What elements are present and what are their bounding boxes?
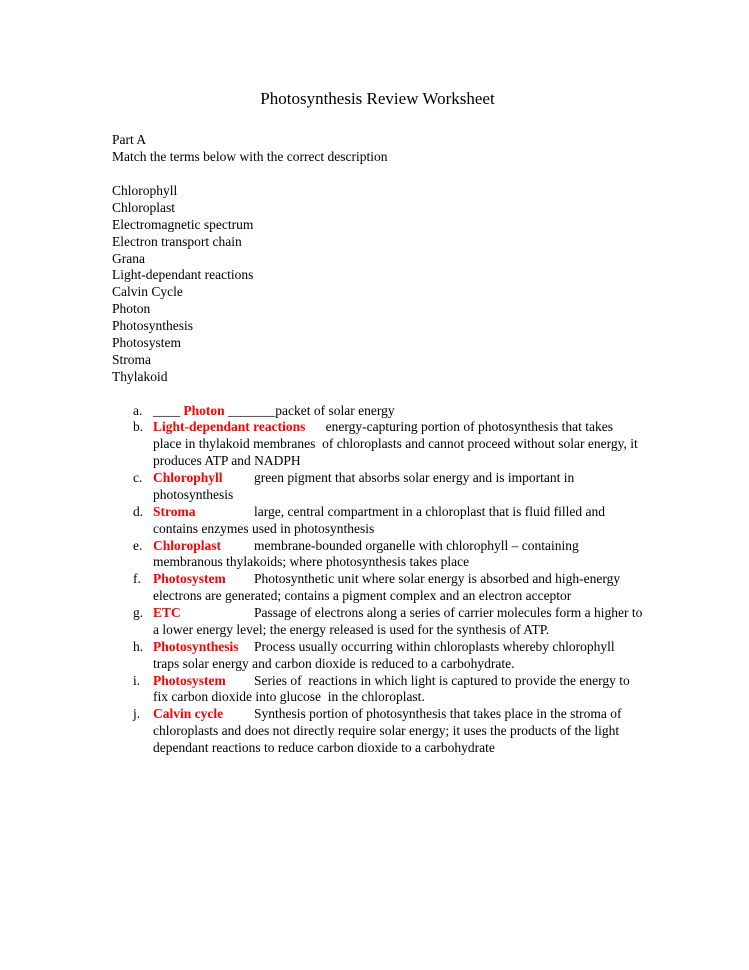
answer-term: Photosystem (153, 672, 226, 688)
answer-description: green pigment that absorbs solar energy and is important in photosynthesis (153, 470, 578, 502)
answer-blank-prefix: ____ (153, 402, 184, 418)
answer-letter: d. (133, 503, 144, 519)
answer-term: Photosynthesis (153, 638, 239, 654)
instructions: Match the terms below with the correct description (112, 149, 388, 165)
part-label: Part A (112, 132, 147, 148)
answer-letter: i. (133, 672, 141, 688)
answer-term: Stroma (153, 503, 196, 519)
answer-row (133, 504, 643, 538)
term-item: Chlorophyll (112, 183, 178, 198)
term-item: Stroma (112, 351, 151, 367)
answer-blank-suffix (305, 419, 325, 434)
answer-content (153, 605, 646, 639)
answer-letter: g. (133, 605, 144, 620)
term-item: Electron transport chain (112, 233, 242, 249)
answer-description: energy-capturing portion of photosynthesis that takes place in thylakoid membranes of chloroplasts and cannot proceed without solar energy, it produces ATP and NADPH (153, 419, 642, 469)
answer-letter: a. (133, 402, 143, 418)
answer-letter: j. (133, 706, 141, 722)
answer-term: Photosystem (153, 571, 226, 587)
answer-content (153, 403, 643, 420)
answer-description: Passage of electrons along a series of carrier molecules form a higher to a lower energy level; the energy released is used for the synthesis of ATP. (153, 605, 646, 637)
term-item: Chloroplast (112, 199, 175, 215)
answer-term-wrap (153, 639, 254, 656)
answer-term: Light-dependant reactions (153, 419, 306, 435)
term-item: Thylakoid (112, 368, 168, 384)
answer-term-wrap (153, 706, 254, 723)
answer-content (153, 538, 643, 572)
answer-term: Photon (183, 402, 225, 418)
answer-description: membrane-bounded organelle with chlorophyll – containing membranous thylakoids; where photosynthesis takes place (153, 537, 583, 570)
answer-term-wrap (153, 504, 254, 521)
answer-term: Chlorophyll (153, 470, 223, 485)
answer-term: ETC (153, 605, 181, 620)
term-item: Photosystem (112, 334, 182, 350)
answer-description: packet of solar energy (275, 402, 395, 418)
answer-row (133, 673, 643, 707)
terms-list (112, 183, 643, 386)
answer-row (133, 538, 643, 572)
answer-term-wrap (153, 571, 254, 588)
answer-term: Calvin cycle (153, 706, 224, 722)
answer-blank-suffix: _______ (224, 402, 276, 418)
answer-description: Process usually occurring within chloroplasts whereby chlorophyll traps solar energy and carbon dioxide is reduced to a carbohydrate. (153, 638, 619, 671)
answer-content (153, 673, 643, 707)
answer-letter: f. (133, 571, 141, 587)
answer-row (133, 470, 643, 504)
answer-letter: c. (133, 470, 143, 485)
answer-content (153, 504, 643, 538)
answer-term-wrap (153, 470, 254, 487)
answer-row (133, 419, 643, 470)
term-item: Grana (112, 250, 145, 266)
answer-term-wrap (153, 419, 326, 436)
term-item: Photosynthesis (112, 318, 194, 333)
answer-term-wrap (153, 673, 254, 690)
answer-term: Chloroplast (153, 537, 222, 553)
answer-content (153, 571, 643, 605)
answer-content (153, 470, 643, 504)
term-item: Photon (112, 301, 151, 317)
answer-content (153, 419, 643, 470)
answer-term-wrap (153, 605, 254, 622)
answers-list (133, 402, 646, 757)
answer-row (133, 403, 643, 420)
answer-description: Synthesis portion of photosynthesis that takes place in the stroma of chloroplasts and does not directly require solar energy; it uses the products of the light dependant reactions to reduce carbon dioxide to a carbohydrate (153, 706, 625, 755)
answer-letter: b. (133, 419, 144, 435)
term-item: Electromagnetic spectrum (112, 216, 254, 232)
answer-content (153, 639, 643, 673)
term-item: Calvin Cycle (112, 284, 183, 300)
answer-row (133, 639, 643, 673)
answer-row (133, 605, 646, 639)
worksheet-title: Photosynthesis Review Worksheet (260, 89, 495, 108)
term-item: Light-dependant reactions (112, 267, 254, 283)
answer-letter: e. (133, 537, 143, 553)
answer-description: large, central compartment in a chloroplast that is fluid filled and contains enzymes used in photosynthesis (153, 503, 609, 536)
answer-row (133, 571, 643, 605)
answer-description: Series of reactions in which light is captured to provide the energy to fix carbon dioxide into glucose in the chloroplast. (153, 672, 634, 705)
answer-letter: h. (133, 638, 144, 654)
answer-term-wrap (153, 403, 275, 420)
answer-content (153, 706, 643, 757)
answer-term-wrap (153, 538, 254, 555)
answer-description: Photosynthetic unit where solar energy is absorbed and high-energy electrons are generated; contains a pigment complex and an electron acceptor (153, 571, 624, 604)
answer-row (133, 706, 643, 757)
